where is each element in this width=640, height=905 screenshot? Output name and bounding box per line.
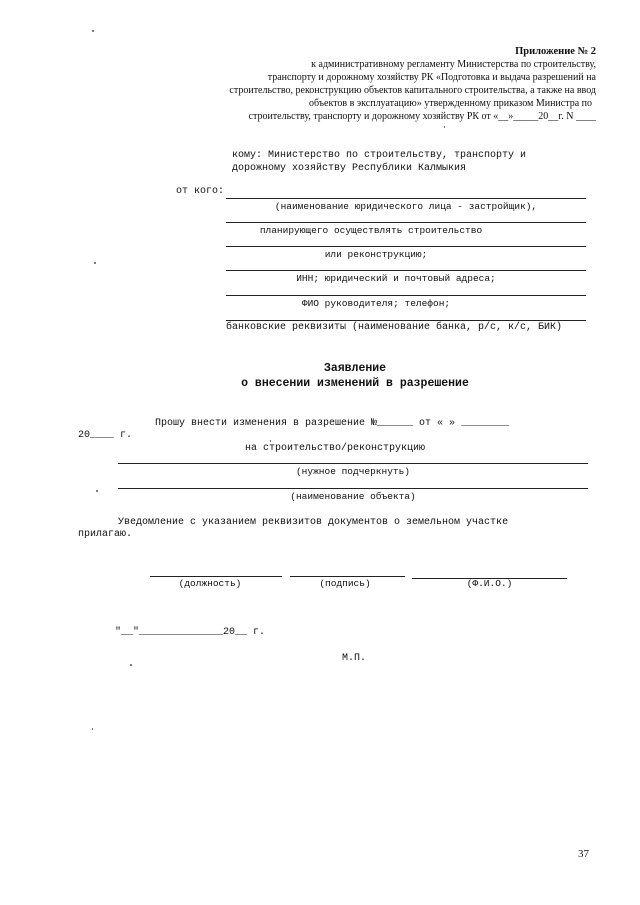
scan-speck bbox=[92, 30, 94, 32]
request-line: Прошу внести изменения в разрешение №______ от « » ________ bbox=[155, 418, 510, 429]
scan-speck bbox=[92, 728, 93, 730]
scan-speck bbox=[94, 262, 96, 264]
document-subtitle: о внесении изменений в разрешение bbox=[241, 377, 469, 390]
page-number: 37 bbox=[578, 848, 589, 860]
sender-line-4 bbox=[226, 270, 586, 271]
stamp-label: М.П. bbox=[342, 653, 367, 664]
header-line-4: объектов в эксплуатацию» утвержденному приказом Министра по bbox=[309, 98, 592, 109]
position-line bbox=[150, 576, 282, 577]
addressee-line-1: кому: Министерство по строительству, транспорту и bbox=[232, 150, 527, 161]
sender-line-2 bbox=[226, 222, 586, 223]
sender-line-1 bbox=[226, 198, 586, 199]
sender-line-3 bbox=[226, 246, 586, 247]
appendix-title: Приложение № 2 bbox=[515, 46, 596, 57]
header-line-5: строительству, транспорту и дорожному хозяйству РК от «__»_____20__г. N ____ bbox=[248, 111, 596, 122]
sender-caption-1: (наименование юридического лица - застройщик), bbox=[274, 201, 538, 212]
object-line-1 bbox=[118, 463, 588, 464]
caption-underline: (нужное подчеркнуть) bbox=[295, 466, 411, 477]
addressee-line-2: дорожному хозяйству Республики Калмыкия bbox=[232, 163, 467, 174]
name-caption: (Ф.И.О.) bbox=[466, 578, 513, 589]
signature-line bbox=[290, 576, 405, 577]
signature-date: "__"______________20__ г. bbox=[115, 627, 266, 638]
header-line-1: к административному регламенту Министерства по строительству, bbox=[311, 59, 596, 70]
scan-speck bbox=[96, 490, 98, 492]
caption-object: (наименование объекта) bbox=[290, 491, 416, 502]
header-line-3: строительство, реконструкцию объектов капитального строительства, а также на ввод bbox=[229, 85, 596, 96]
on-line: на строительство/реконструкцию bbox=[245, 443, 426, 454]
header-line-2: транспорту и дорожному хозяйству РК «Подготовка и выдача разрешений на bbox=[267, 72, 596, 83]
sender-caption-3: или реконструкцию; bbox=[324, 249, 428, 260]
sender-caption-5: ФИО руководителя; телефон; bbox=[301, 298, 451, 309]
sender-caption-4: ИНН; юридический и почтовый адреса; bbox=[296, 273, 496, 284]
sender-label: от кого: bbox=[176, 186, 225, 197]
sender-caption-6: банковские реквизиты (наименование банка, р/с, к/с, БИК) bbox=[226, 322, 563, 333]
object-line-2 bbox=[118, 488, 588, 489]
scan-speck bbox=[130, 664, 132, 666]
signature-caption: (подпись) bbox=[319, 578, 371, 589]
year-line: 20____ г. bbox=[78, 430, 133, 441]
document-title: Заявление bbox=[323, 362, 387, 375]
sender-line-6 bbox=[226, 320, 586, 321]
notice-line-1: Уведомление с указанием реквизитов документов о земельном участке bbox=[118, 517, 509, 528]
position-caption: (должность) bbox=[178, 578, 242, 589]
sender-line-5 bbox=[226, 295, 586, 296]
scan-speck bbox=[270, 440, 271, 442]
sender-caption-2: планирующего осуществлять строительство bbox=[259, 225, 483, 236]
notice-line-2: прилагаю. bbox=[78, 529, 133, 540]
scan-speck bbox=[444, 126, 445, 128]
